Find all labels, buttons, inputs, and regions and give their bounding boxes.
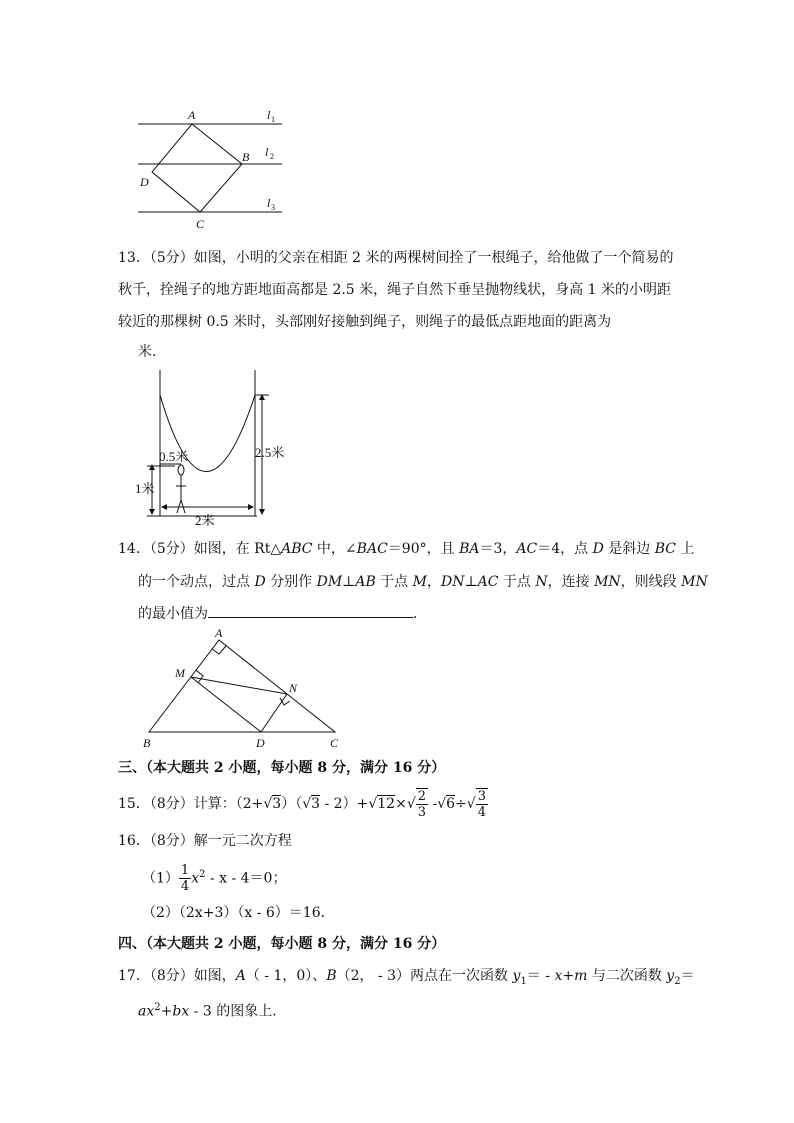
- q16-den: 4: [180, 879, 190, 895]
- q16-text: - x - 4＝0；: [205, 870, 287, 887]
- q14-var: D: [254, 574, 266, 590]
- sqrt-frac-2-3: √ $\frac{2}{3}$: [406, 789, 427, 820]
- q15-text: ×: [395, 796, 407, 812]
- q14-var: DM: [316, 574, 343, 590]
- label-l2: l: [265, 145, 269, 159]
- q16-title: 16．（8分）解一元二次方程: [118, 833, 292, 849]
- label-d: D: [140, 175, 149, 189]
- q17-text: ＝: [680, 968, 695, 984]
- segment-dn: [261, 694, 287, 732]
- q14-text: ＝3，: [479, 541, 517, 557]
- q17-text: 与二次函数: [587, 968, 667, 984]
- q16-part-1: [142, 857, 702, 893]
- segment-dm: [191, 677, 261, 732]
- q17-text: 17．（8分）如图，: [118, 968, 236, 984]
- q17-var: y: [512, 968, 521, 984]
- arrow-2m-right: [248, 504, 254, 510]
- q14-text: ，连接: [547, 574, 595, 590]
- arrow-2m-left: [161, 504, 167, 510]
- q17-var: m: [574, 968, 588, 984]
- label-l1: l: [267, 108, 271, 122]
- q17-var: bx: [172, 1003, 190, 1020]
- q14-text: 分别作: [265, 574, 317, 590]
- q14-var: MN: [681, 574, 708, 590]
- q14-text: 于点: [498, 574, 536, 590]
- label-l3: l: [267, 196, 271, 210]
- q15-text: - 2）+: [320, 796, 369, 812]
- q14-var: AC: [477, 574, 499, 590]
- q14-text: ，: [426, 574, 441, 590]
- figure-q13-swing: [135, 368, 295, 530]
- label-l2-sub: 2: [270, 152, 274, 161]
- q14-var: AB: [355, 574, 376, 590]
- q17-text: ＝ -: [526, 968, 555, 984]
- q14-var: M: [412, 574, 427, 590]
- right-angle-m: [196, 670, 203, 683]
- q17-var: B: [326, 968, 337, 984]
- q17-var: A: [235, 968, 246, 984]
- label-m: M: [175, 666, 185, 680]
- q16-var: x: [191, 870, 200, 887]
- q14-bac: BAC: [356, 541, 388, 557]
- q14-text: ．: [413, 606, 427, 622]
- q15-radicand: 3: [272, 796, 282, 812]
- q14-text: 是斜边: [603, 541, 655, 557]
- section-4-heading: 四、（本大题共 2 小题，每小题 8 分，满分 16 分）: [118, 936, 446, 952]
- label-l1-sub: 1: [271, 115, 275, 124]
- q17-text: +: [562, 968, 575, 984]
- label-c: C: [196, 217, 205, 231]
- q16-num: 1: [180, 863, 190, 879]
- q17-line-2: [138, 998, 698, 1022]
- label-b: B: [242, 150, 250, 164]
- q13-line-3: 较近的那棵树 0.5 米时，头部刚好接触到绳子，则绳子的最低点距地面的距离为: [118, 314, 612, 330]
- arrow-1m-down: [149, 509, 155, 515]
- q14-bc: BC: [654, 541, 676, 557]
- q14-line-2: [138, 572, 708, 592]
- q14-abc: ABC: [281, 541, 313, 557]
- frac-1-4: [179, 863, 191, 894]
- label-height: 2.5米: [255, 445, 285, 460]
- q15-line: [118, 786, 678, 822]
- q16-text: （1）: [142, 870, 179, 887]
- q14-var: DN: [440, 574, 465, 590]
- q13-line-1: 13．（5分）如图，小明的父亲在相距 2 米的两棵树间拴了一根绳子，给他做了一个简易的: [118, 250, 674, 266]
- q14-text: 上: [675, 541, 695, 557]
- label-a: A: [215, 626, 223, 640]
- q17-var: y: [666, 968, 675, 984]
- q15-text: 15．（8分）计算：（2+: [118, 796, 264, 812]
- q15-text: -: [428, 796, 438, 812]
- label-b: B: [143, 736, 151, 750]
- segment-mn: [191, 677, 287, 694]
- q15-radicand: 3: [311, 796, 321, 812]
- q15-den: 3: [417, 805, 427, 820]
- label-a: A: [188, 108, 196, 122]
- q14-text: 的一个动点，过点: [138, 574, 255, 590]
- q14-var: MN: [594, 574, 621, 590]
- q17-text: - 3 的图象上．: [189, 1003, 287, 1020]
- q15-num: 3: [477, 789, 486, 804]
- frac-3-4: [476, 788, 488, 820]
- q14-var: N: [535, 574, 548, 590]
- q15-den: 4: [477, 805, 486, 820]
- sqrt-6: √6: [437, 796, 456, 812]
- q14-text: ＝90°，且: [387, 541, 460, 557]
- answer-blank[interactable]: [208, 603, 413, 618]
- q15-radicand: 6: [446, 796, 456, 812]
- label-c: C: [330, 736, 339, 750]
- q14-line-1: [118, 539, 695, 559]
- q14-text: ⊥: [464, 574, 478, 590]
- q16-part-2: （2）（2x+3）（x - 6）＝16．: [142, 905, 335, 921]
- q14-ac: AC: [516, 541, 538, 557]
- label-l3-sub: 3: [271, 203, 275, 212]
- q15-text: ÷: [455, 796, 467, 812]
- q13-line-2: 秋千，拴绳子的地方距地面高都是 2.5 米，绳子自然下垂呈抛物线状，身高 1 米的小明距: [118, 282, 671, 298]
- q17-sup: 2: [154, 1002, 161, 1013]
- label-n: N: [289, 681, 298, 695]
- sqrt-12: √12: [368, 796, 396, 812]
- q17-text: （ - 1，0）、: [245, 968, 327, 984]
- figure-q14-triangle: [135, 624, 350, 752]
- q17-sub: 1: [520, 975, 527, 987]
- figure-q12-parallel-lines: [130, 100, 300, 235]
- right-angle-n: [280, 698, 290, 705]
- q17-sub: 2: [674, 975, 681, 987]
- kid-head: [178, 465, 184, 475]
- arrow-2-5m-down: [259, 509, 265, 515]
- q14-text: ，则线段: [620, 574, 682, 590]
- q14-text: 于点: [375, 574, 413, 590]
- frac-2-3: [416, 788, 428, 820]
- section-3-heading: 三、（本大题共 2 小题，每小题 8 分，满分 16 分）: [118, 760, 446, 776]
- q14-text: 14．（5分）如图，在 Rt△: [118, 541, 282, 557]
- q14-text: ＝4，点: [537, 541, 593, 557]
- label-two-meter: 2米: [195, 513, 215, 528]
- q17-text: （2， - 3）两点在一次函数: [336, 968, 513, 984]
- q17-text: +: [160, 1003, 173, 1020]
- q17-line-1: [118, 966, 695, 992]
- label-d: D: [256, 736, 265, 750]
- q14-text: 的最小值为: [138, 606, 208, 622]
- q17-var: ax: [138, 1003, 155, 1020]
- label-one-meter: 1米: [135, 481, 155, 496]
- sqrt-3: √3: [263, 796, 282, 812]
- q14-text: 中，∠: [312, 541, 357, 557]
- q16-sup: 2: [199, 869, 206, 880]
- quadrilateral-abcd: [152, 124, 242, 212]
- q14-line-3: [138, 603, 698, 624]
- q17-var: x: [554, 968, 563, 984]
- q14-text: ⊥: [342, 574, 356, 590]
- q15-text: ）（: [281, 796, 303, 812]
- q14-ba: BA: [459, 541, 480, 557]
- label-half-meter: 0.5米: [159, 449, 189, 464]
- sqrt-frac-3-4: √ $\frac{3}{4}$: [466, 789, 486, 820]
- q14-d: D: [592, 541, 604, 557]
- q15-num: 2: [417, 789, 427, 804]
- q15-radicand: 12: [377, 796, 396, 812]
- sqrt-3: √3: [302, 796, 321, 812]
- arrow-1m-up: [149, 464, 155, 470]
- q13-line-4: 米．: [138, 344, 166, 360]
